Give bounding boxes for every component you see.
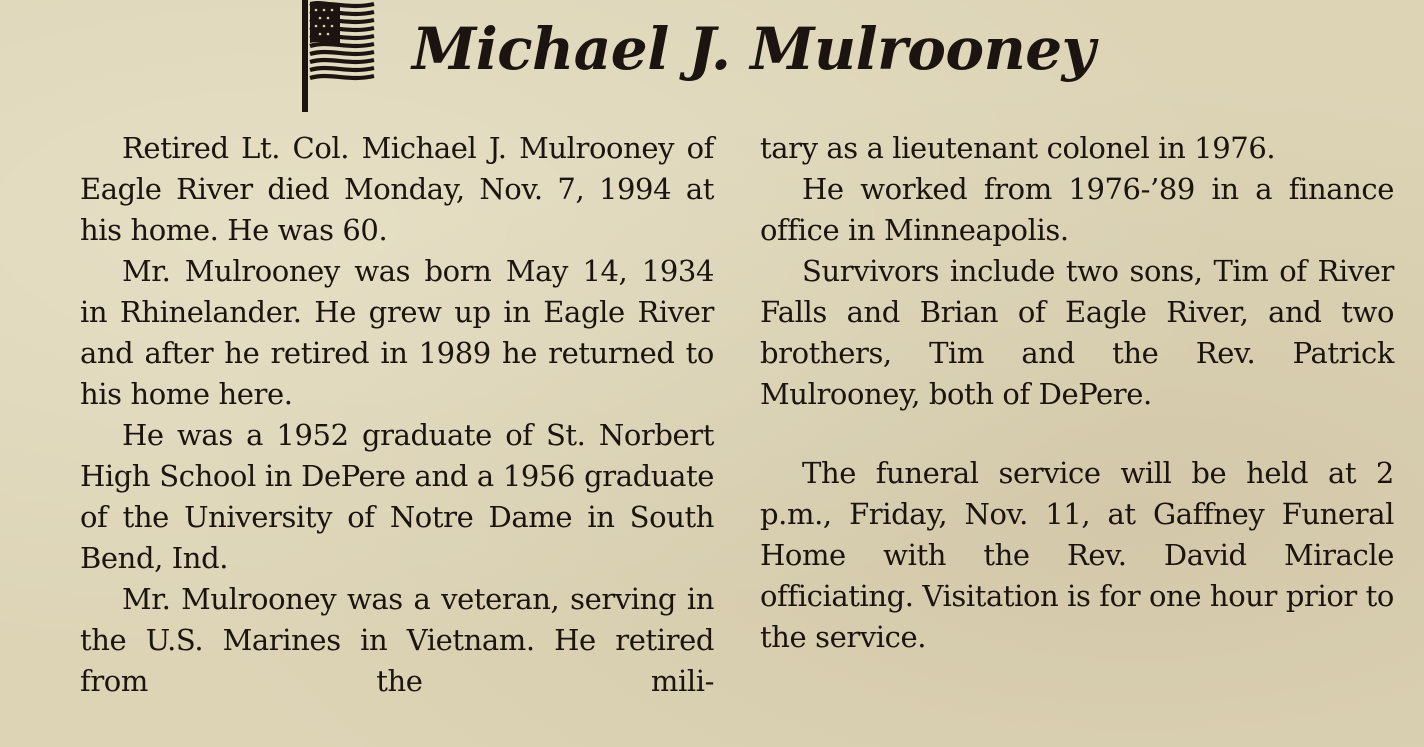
obituary-headline: Michael J. Mulrooney [412,15,1095,83]
american-flag-icon [302,0,378,112]
paragraph: Mr. Mulrooney was born May 14, 1934 in Rhinelander. He grew up in Eagle River and after he retired in 1989 he returned to his home here. [80,254,714,411]
paragraph: He worked from 1976-’89 in a finance office in Minneapolis. [760,172,1394,247]
paragraph-continued: tary as a lieutenant colonel in 1976. [760,131,1276,165]
paragraph: He was a 1952 graduate of St. Norbert High School in DePere and a 1956 graduate of the University of Notre Dame in South Bend, Ind. [80,418,714,575]
paragraph: Retired Lt. Col. Michael J. Mulrooney of Eagle River died Monday, Nov. 7, 1994 at his home. He was 60. [80,131,714,247]
paragraph: Survivors include two sons, Tim of River Falls and Brian of Eagle River, and two brothers, Tim and the Rev. Patrick Mulrooney, both of DePere. [760,254,1394,411]
paragraph: Mr. Mulrooney was a veteran, serving in the U.S. Marines in Vietnam. He retired from the mili- [80,582,714,698]
right-column [760,128,1394,658]
paragraph: The funeral service will be held at 2 p.m., Friday, Nov. 11, at Gaffney Funeral Home with the Rev. David Miracle officiating. Visitation is for one hour prior to the service. [760,456,1394,654]
left-column [80,128,714,702]
